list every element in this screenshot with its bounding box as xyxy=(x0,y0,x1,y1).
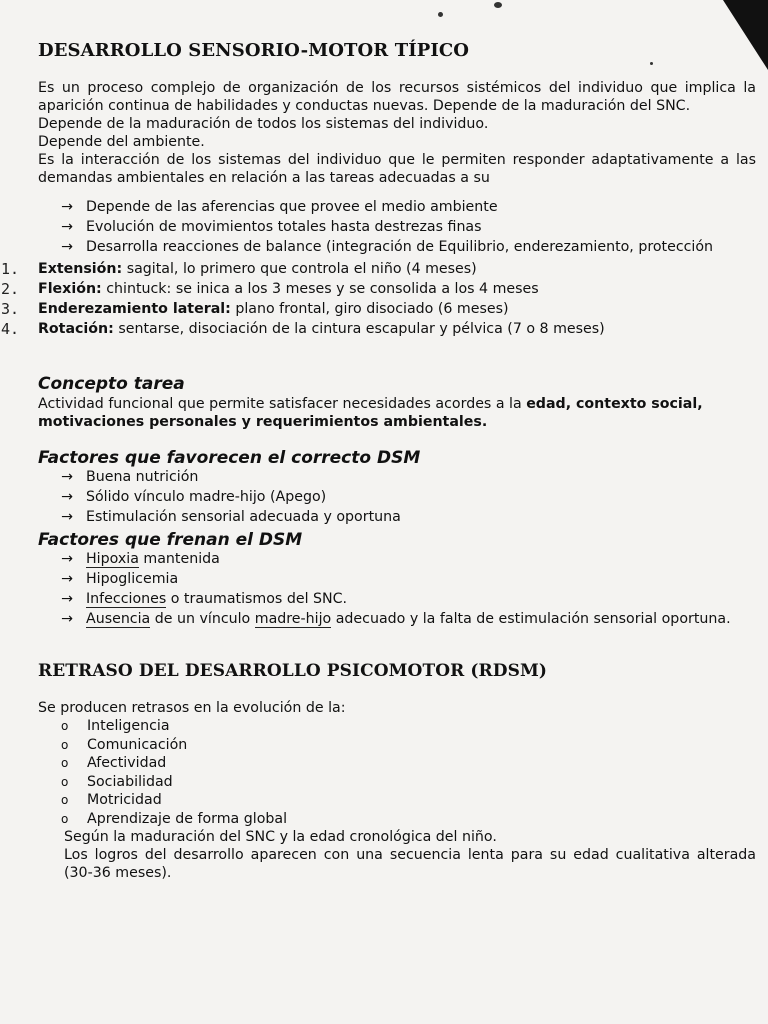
circle-bullet-icon: o xyxy=(61,793,69,807)
list-item: → Hipoxia mantenida xyxy=(61,551,220,567)
list-item: → Hipoglicemia xyxy=(61,571,179,587)
circle-bullet-icon: o xyxy=(61,719,69,733)
frenan-heading: Factores que frenan el DSM xyxy=(38,530,303,550)
handwritten-number: 2. xyxy=(1,280,20,298)
scan-speck xyxy=(494,2,502,8)
concepto-text: Actividad funcional que permite satisfacer necesidades acordes a la edad, contexto social, motivaciones personales y requerimientos ambientales. xyxy=(38,396,703,430)
arrow-icon: → xyxy=(61,591,73,607)
arrow-icon: → xyxy=(61,239,73,255)
rdsm-heading: RETRASO DEL DESARROLLO PSICOMOTOR (RDSM) xyxy=(38,661,548,681)
rdsm-lead: Se producen retrasos en la evolución de la: xyxy=(38,700,346,716)
arrow-icon: → xyxy=(61,571,73,587)
circle-bullet-icon: o xyxy=(61,774,69,789)
arrow-icon: → xyxy=(61,509,73,525)
arrow-icon: → xyxy=(61,611,73,627)
list-item: → Desarrolla reacciones de balance (integración de Equilibrio, enderezamiento, protección xyxy=(61,239,714,255)
intro-paragraph-1: Es un proceso complejo de organización de los recursos sistémicos del individuo que implica la aparición continua de habilidades y conductas nuevas. Depende de la maduración del SNC. xyxy=(38,80,756,114)
intro-paragraph-4: Es la interacción de los sistemas del individuo que le permiten responder adaptativamente a las demandas ambientales en relación a las tareas adecuadas a su xyxy=(38,152,756,186)
handwritten-number: 4. xyxy=(1,320,20,338)
list-item: → Buena nutrición xyxy=(61,469,199,485)
rdsm-tail-1: Según la maduración del SNC y la edad cronológica del niño. xyxy=(64,829,497,845)
arrow-icon: → xyxy=(61,489,73,505)
list-item: o Comunicación xyxy=(61,736,188,753)
circle-bullet-icon: o xyxy=(61,756,69,770)
list-item: → Evolución de movimientos totales hasta destrezas finas xyxy=(61,219,482,235)
list-item: → Depende de las aferencias que provee el medio ambiente xyxy=(61,199,498,215)
concepto-heading: Concepto tarea xyxy=(38,374,185,394)
list-item: o Afectividad xyxy=(61,755,167,771)
list-item: → Estimulación sensorial adecuada y oportuna xyxy=(61,509,401,525)
scan-speck xyxy=(438,12,443,17)
milestone-item: 3. Enderezamiento lateral: plano frontal, giro disociado (6 meses) xyxy=(1,300,509,318)
handwritten-number: 1. xyxy=(1,260,20,278)
characteristics-list xyxy=(38,199,756,257)
intro-paragraph-2: Depende de la maduración de todos los sistemas del individuo. xyxy=(38,116,489,132)
intro-paragraph-3: Depende del ambiente. xyxy=(38,134,205,150)
list-item: → Sólido vínculo madre-hijo (Apego) xyxy=(61,489,327,505)
milestone-item: 2. Flexión: chintuck: se inica a los 3 meses y se consolida a los 4 meses xyxy=(1,280,539,298)
rdsm-tail-2: Los logros del desarrollo aparecen con una secuencia lenta para su edad cualitativa alterada (30-36 meses). xyxy=(64,847,756,881)
list-item: o Sociabilidad xyxy=(61,773,173,790)
main-title: DESARROLLO SENSORIO-MOTOR TÍPICO xyxy=(38,40,470,61)
milestone-item: 4. Rotación: sentarse, disociación de la cintura escapular y pélvica (7 o 8 meses) xyxy=(1,320,605,338)
list-item: o Aprendizaje de forma global xyxy=(61,810,288,827)
circle-bullet-icon: o xyxy=(61,737,69,752)
circle-bullet-icon: o xyxy=(61,811,69,826)
handwritten-number: 3. xyxy=(1,300,20,318)
arrow-icon: → xyxy=(61,219,73,235)
milestones-list xyxy=(1,259,756,339)
favorecen-list xyxy=(38,469,756,527)
document-content xyxy=(1,40,756,882)
frenan-list xyxy=(38,551,756,629)
arrow-icon: → xyxy=(61,199,73,215)
milestone-item: 1. Extensión: sagital, lo primero que controla el niño (4 meses) xyxy=(1,260,477,278)
list-item: → Ausencia de un vínculo madre-hijo adecuado y la falta de estimulación sensorial oportuna. xyxy=(61,611,731,627)
list-item: o Inteligencia xyxy=(61,718,170,734)
rdsm-list xyxy=(38,717,756,828)
list-item: → Infecciones o traumatismos del SNC. xyxy=(61,591,348,607)
favorecen-heading: Factores que favorecen el correcto DSM xyxy=(38,448,421,468)
arrow-icon: → xyxy=(61,551,73,567)
arrow-icon: → xyxy=(61,469,73,485)
list-item: o Motricidad xyxy=(61,792,162,808)
